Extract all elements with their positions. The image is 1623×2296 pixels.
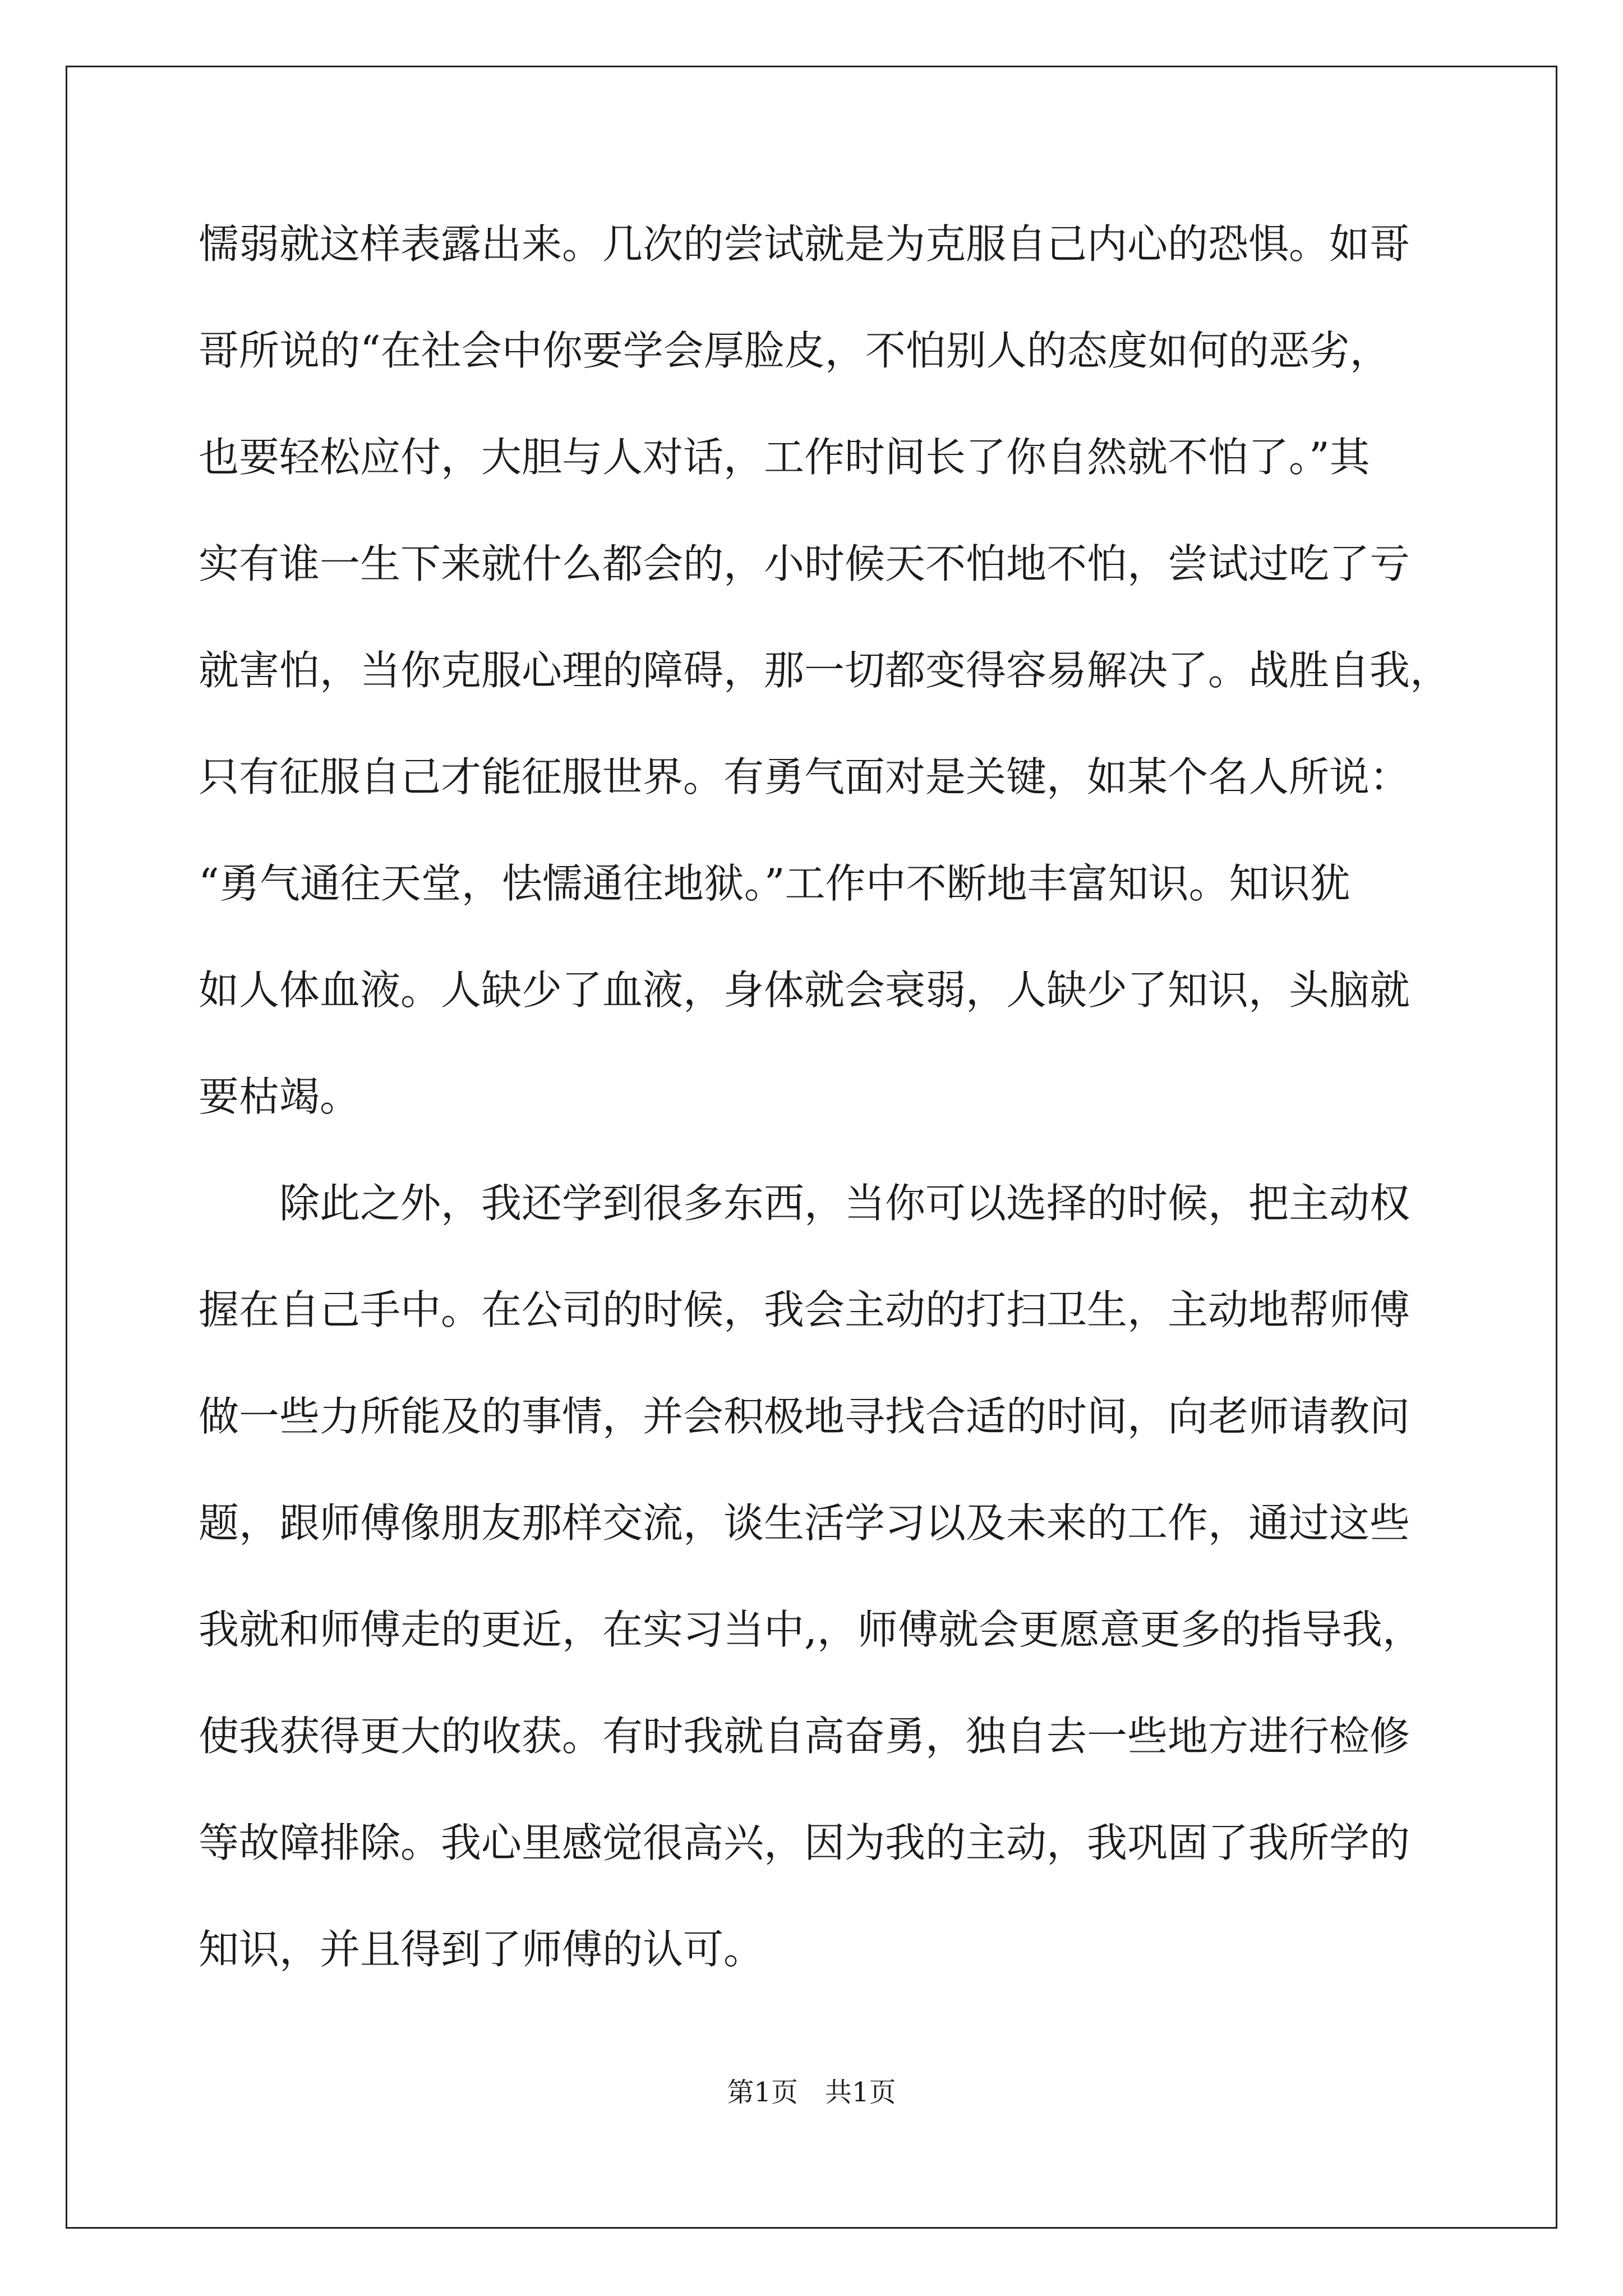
text-line: 题，跟师傅像朋友那样交流，谈生活学习以及未来的工作，通过这些: [199, 1499, 1410, 1547]
text-line: 懦弱就这样表露出来。几次的尝试就是为克服自己内心的恐惧。如哥: [199, 220, 1410, 268]
page-number: 第1页 共1页: [727, 2077, 896, 2108]
text-line: 也要轻松应付，大胆与人对话，工作时间长了你自然就不怕了。”其: [199, 434, 1370, 481]
text-line: 握在自己手中。在公司的时候，我会主动的打扫卫生，主动地帮师傅: [199, 1286, 1410, 1333]
paragraph-first-line: 除此之外，我还学到很多东西，当你可以选择的时候，把主动权: [279, 1180, 1410, 1227]
text-line: 如人体血液。人缺少了血液，身体就会衰弱，人缺少了知识，头脑就: [199, 967, 1410, 1014]
text-line: 要枯竭。: [199, 1073, 361, 1120]
text-line: 只有征服自己才能征服世界。有勇气面对是关键，如某个名人所说：: [199, 753, 1410, 800]
text-line: 知识，并且得到了师傅的认可。: [199, 1926, 764, 1973]
text-line: 实有谁一生下来就什么都会的，小时候天不怕地不怕，尝试过吃了亏: [199, 540, 1410, 587]
text-line: 就害怕，当你克服心理的障碍，那一切都变得容易解决了。战胜自我，: [199, 647, 1451, 694]
text-line: 我就和师傅走的更近，在实习当中,，师傅就会更愿意更多的指导我，: [199, 1606, 1423, 1653]
text-line: 等故障排除。我心里感觉很高兴，因为我的主动，我巩固了我所学的: [199, 1819, 1410, 1866]
text-line: 做一些力所能及的事情，并会积极地寻找合适的时间，向老师请教问: [199, 1393, 1410, 1440]
text-line: 使我获得更大的收获。有时我就自高奋勇，独自去一些地方进行检修: [199, 1713, 1410, 1760]
text-line: “勇气通往天堂，怯懦通往地狱。”工作中不断地丰富知识。知识犹: [199, 860, 1350, 907]
text-line: 哥所说的“在社会中你要学会厚脸皮，不怕别人的态度如何的恶劣，: [199, 327, 1390, 374]
document-body: [199, 208, 1451, 2019]
